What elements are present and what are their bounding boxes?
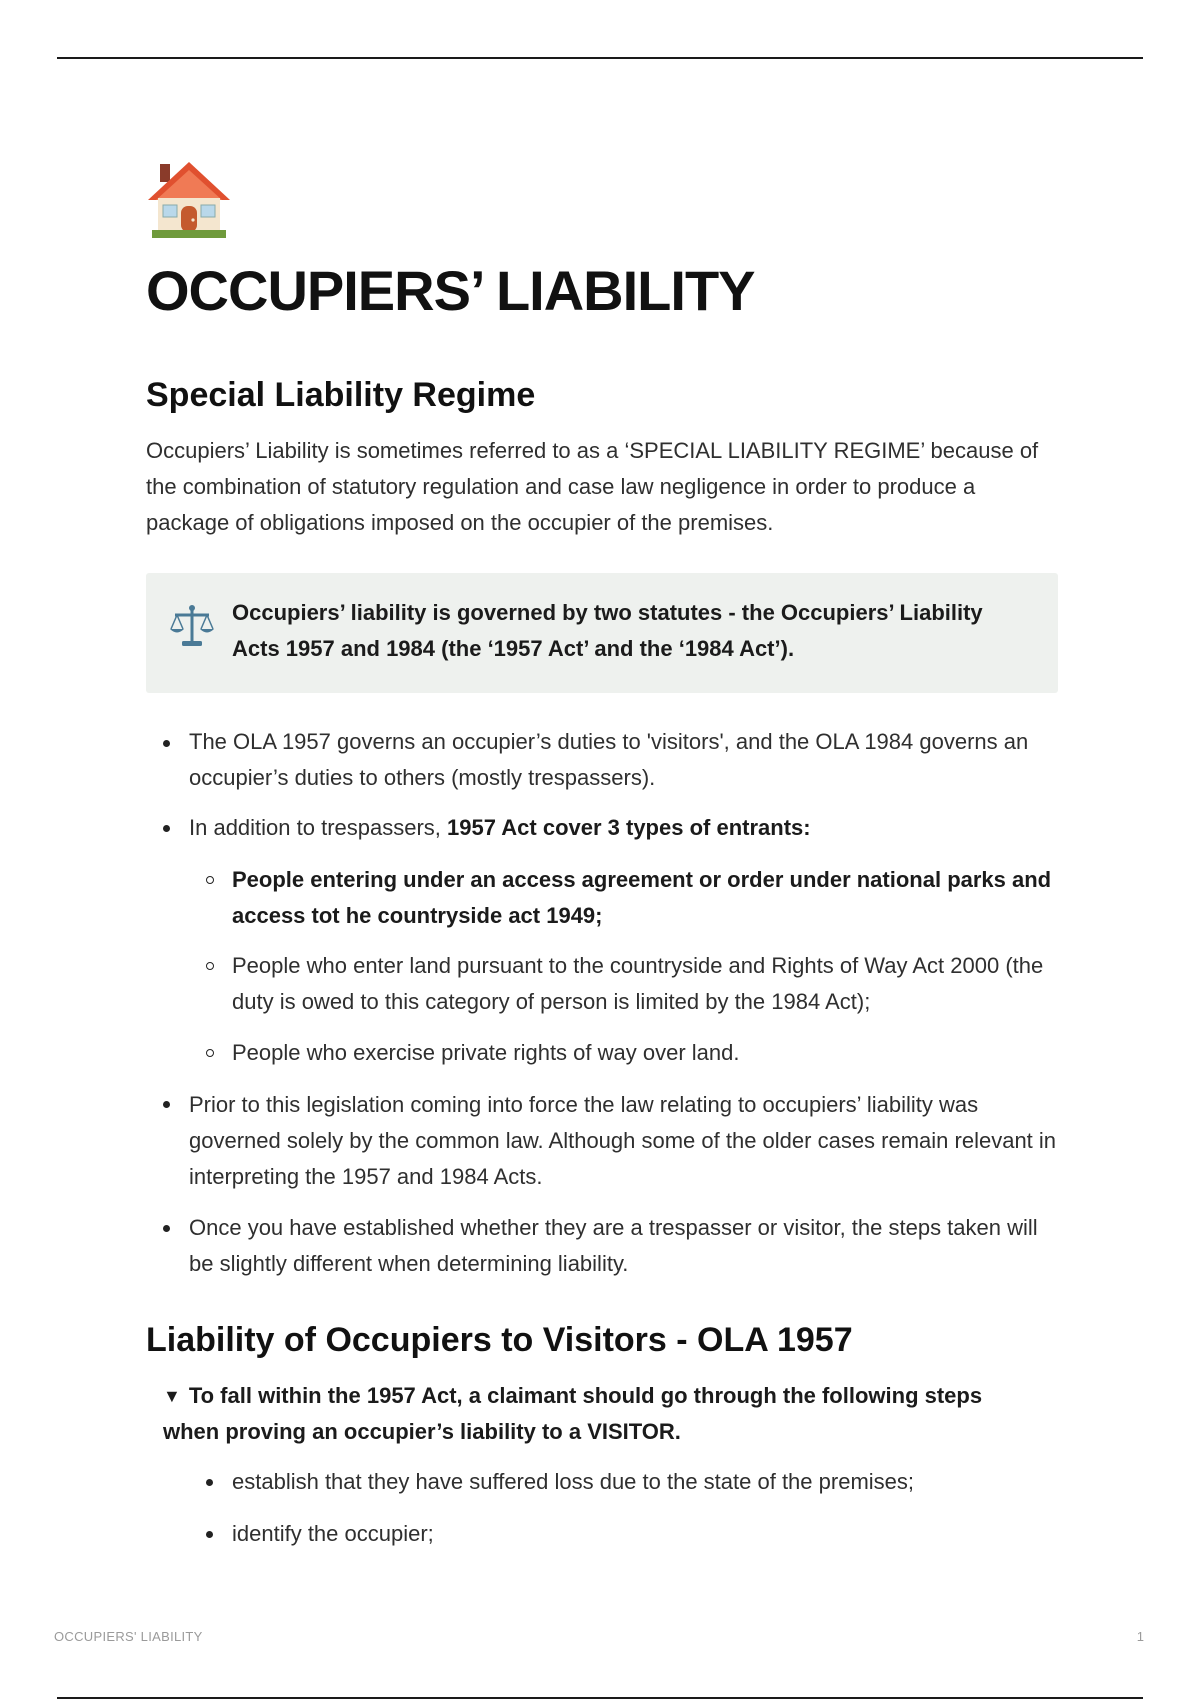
bullet-marker: [206, 1531, 213, 1538]
list-item: The OLA 1957 governs an occupier’s duties to 'visitors', and the OLA 1984 governs an occupier’s duties to others (mostly trespassers).: [189, 729, 1029, 790]
scales-icon: [168, 603, 216, 649]
section-heading-visitors: Liability of Occupiers to Visitors - OLA 1957: [146, 1321, 853, 1359]
step-item: establish that they have suffered loss due to the state of the premises;: [232, 1469, 914, 1494]
bullet-marker: [163, 825, 170, 832]
page-title: OCCUPIERS’ LIABILITY: [146, 259, 755, 322]
section-heading-special-liability: Special Liability Regime: [146, 376, 536, 414]
house-emoji-icon: [146, 158, 232, 240]
bottom-rule: [57, 1697, 1143, 1699]
list-item-text: In addition to trespassers,: [189, 815, 448, 840]
step-item: identify the occupier;: [232, 1521, 434, 1546]
footer-title: OCCUPIERS' LIABILITY: [54, 1629, 203, 1644]
page-number: 1: [1136, 1629, 1144, 1644]
toggle-summary-text: To fall within the 1957 Act, a claimant should go through the following steps when proving an occupier’s liability to a VISITOR.: [163, 1383, 983, 1444]
toggle-block[interactable]: [163, 1378, 1043, 1450]
list-item: Once you have established whether they are a trespasser or visitor, the steps taken will be slightly different when determining liability.: [189, 1215, 1038, 1276]
callout-box: [146, 573, 1058, 693]
bullet-marker: [163, 1101, 170, 1108]
sub-list-item: People who exercise private rights of way over land.: [232, 1040, 740, 1065]
callout-text: Occupiers’ liability is governed by two statutes - the Occupiers’ Liability Acts 1957 and 1984 (the ‘1957 Act’ and the ‘1984 Act’).: [232, 600, 983, 661]
sub-bullet-marker: [206, 876, 214, 884]
sub-bullet-marker: [206, 962, 214, 970]
list-item: Prior to this legislation coming into force the law relating to occupiers’ liability was governed solely by the common law. Although some of the older cases remain relevant in interpreting the 1957 and 1984 Acts.: [189, 1092, 1057, 1189]
sub-list-item: People who enter land pursuant to the countryside and Rights of Way Act 2000 (the duty is owed to this category of person is limited by the 1984 Act);: [232, 953, 1044, 1014]
intro-paragraph: Occupiers’ Liability is sometimes referred to as a ‘SPECIAL LIABILITY REGIME’ because of the combination of statutory regulation and case law negligence in order to produce a package of obligations imposed on the occupier of the premises.: [146, 438, 1039, 535]
sub-list-item: People entering under an access agreement or order under national parks and access tot he countryside act 1949;: [232, 867, 1052, 928]
bullet-marker: [163, 740, 170, 747]
list-item-bold-text: 1957 Act cover 3 types of entrants:: [447, 815, 811, 840]
top-rule: [57, 57, 1143, 59]
bullet-marker: [206, 1479, 213, 1486]
list-item: [189, 810, 1058, 846]
bullet-marker: [163, 1225, 170, 1232]
caret-down-icon[interactable]: ▼: [163, 1386, 181, 1406]
sub-bullet-marker: [206, 1049, 214, 1057]
